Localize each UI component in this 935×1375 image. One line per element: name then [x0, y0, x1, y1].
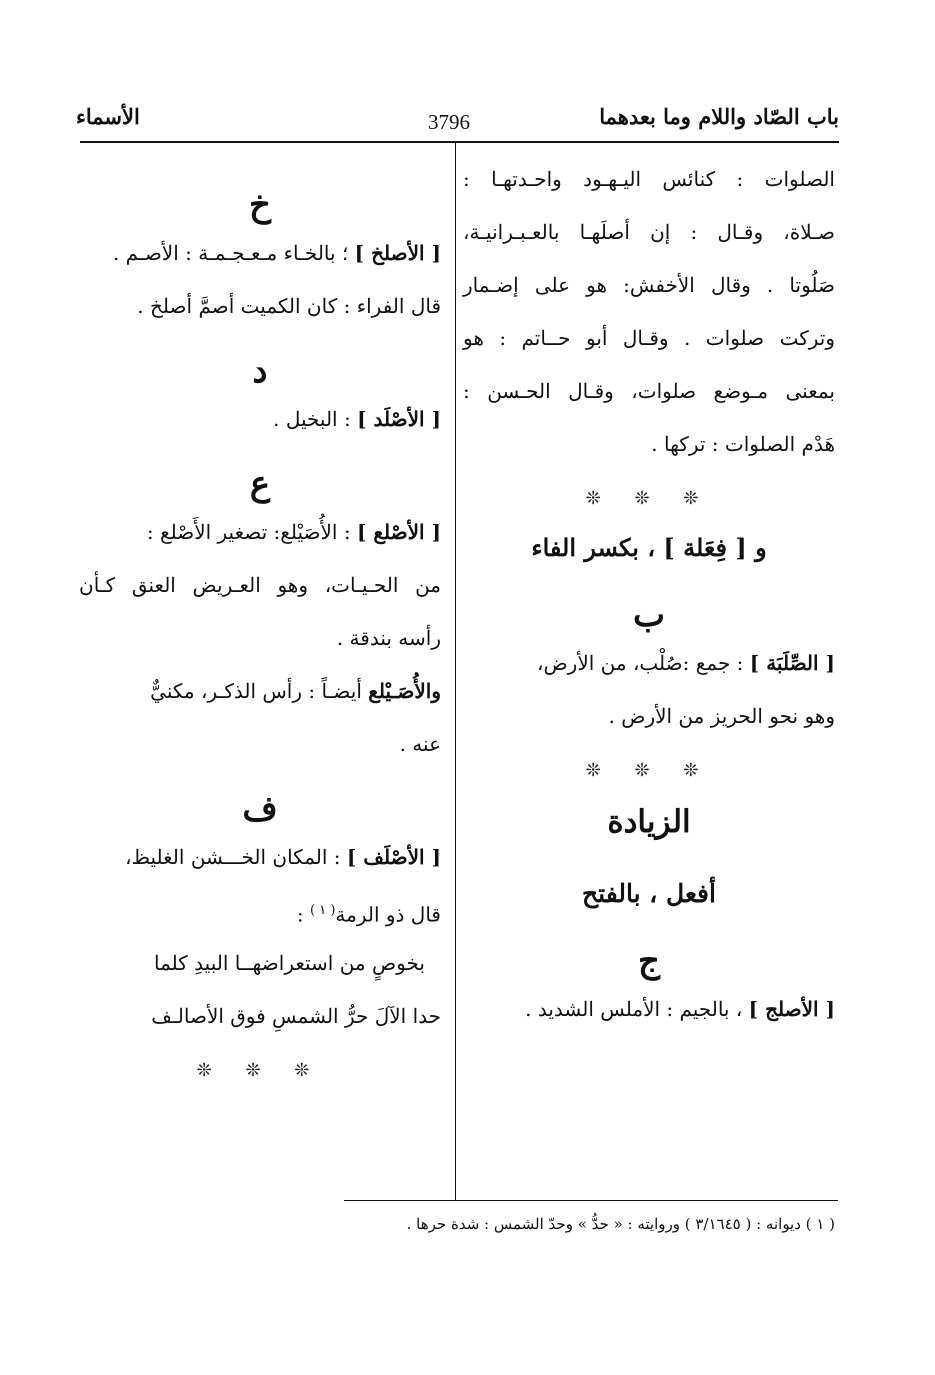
right-column: [463, 166, 835, 1049]
pattern-heading: أفعل ، بالفتح: [582, 879, 716, 908]
verse-line: حدا الآلَ حرُّ الشمسِ فوق الأصالـف: [151, 1004, 441, 1028]
entry-line: [79, 240, 441, 293]
letter-heading-ain: ع: [249, 464, 271, 504]
entry-line: [79, 406, 441, 459]
footnote-marker[interactable]: ( ١ ): [309, 903, 336, 918]
chapter-title: باب الصّاد واللام وما بعدهما: [599, 104, 839, 129]
letter-heading-d: د: [252, 351, 268, 391]
entry-line: قال الفراء : كان الكميت أصمَّ أصلخ .: [137, 294, 441, 318]
entry-line: وهو نحو الحريز من الأرض .: [608, 704, 835, 728]
text-line: وتركت صلوات . وقـال أبو حــاتم : هو: [463, 326, 835, 350]
footnote: ( ١ ) ديوانه : ( ٣/١٦٤٥ ) وروايته : « حدُّ » وحدّ الشمس : شدة حرها .: [406, 1215, 835, 1233]
definition: ، بالجيم : الأملس الشديد .: [525, 997, 743, 1021]
section-title: الأسماء: [76, 104, 140, 129]
left-column: [79, 180, 441, 1100]
entry-line: [463, 996, 835, 1049]
entry-line: عنه .: [399, 732, 441, 756]
text-line: بمعنى مـوضع صلوات، وقـال الحـسن :: [463, 379, 835, 403]
page-number: 3796: [428, 110, 470, 134]
letter-heading-kh: خ: [249, 185, 271, 225]
section-ornament: ❊ ❊ ❊: [585, 760, 713, 781]
entry-line: [79, 678, 441, 731]
headword: [ الأصْلع ]: [356, 520, 441, 544]
colon: :: [296, 902, 304, 927]
letter-heading-b: ب: [632, 595, 665, 635]
definition: أيضـاً : رأس الذكـر، مكنيٌّ: [150, 679, 362, 703]
entry-line: رأسه بندقة .: [336, 626, 441, 650]
headword: [ الأصلج ]: [748, 997, 835, 1021]
verse-line: بخوصٍ من استعراضهــا البيدِ كلما: [154, 951, 425, 975]
definition: : الأُصَيْلع: تصغير الأَصْلع :: [146, 520, 351, 544]
text-line: هَدْم الصلوات : تركها .: [651, 432, 835, 456]
entry-line: [79, 844, 441, 897]
definition: ؛ بالخـاء مـعـجـمـة : الأصـم .: [112, 241, 349, 265]
text-line: صَلُوتا . وقال الأخفش: هو على إضـمار: [463, 273, 835, 297]
headword: [ الأصْلَف ]: [346, 845, 441, 869]
footnote-rule: [344, 1200, 838, 1201]
column-divider: [455, 142, 456, 1200]
text-line: صـلاة، وقـال : إن أصلَهـا بالعـبـرانيـة،: [463, 220, 835, 244]
pattern-heading: و [ فِعَلة ] ، بكسر الفاء: [531, 533, 767, 562]
header-rule: [80, 141, 839, 143]
definition: : البخيل .: [273, 407, 351, 431]
definition: : جمع :صُلْب، من الأرض،: [537, 651, 744, 675]
letter-heading-j: ج: [638, 941, 660, 981]
entry-line: [79, 519, 441, 572]
section-ornament: ❊ ❊ ❊: [196, 1060, 324, 1081]
section-ornament: ❊ ❊ ❊: [585, 488, 713, 509]
entry-line: [463, 650, 835, 703]
definition: : المكان الخـــشن الغليظ،: [125, 845, 341, 869]
headword: والأُصَـيْلع: [368, 679, 441, 703]
headword: [ الأصْلَد ]: [357, 407, 441, 431]
attribution: قال ذو الرمة: [335, 902, 441, 927]
text-line: الصلوات : كنائس اليـهـود واحـدتهـا :: [463, 167, 835, 191]
major-heading: الزيادة: [607, 804, 691, 840]
entry-line: من الحـيـات، وهو العـريض العنق كـأن: [79, 573, 441, 597]
letter-heading-f: ف: [242, 789, 278, 829]
entry-line: [79, 897, 441, 950]
page-header: [76, 104, 839, 140]
headword: [ الأصلخ ]: [354, 241, 441, 265]
headword: [ الصِّلَبَة ]: [749, 651, 835, 675]
